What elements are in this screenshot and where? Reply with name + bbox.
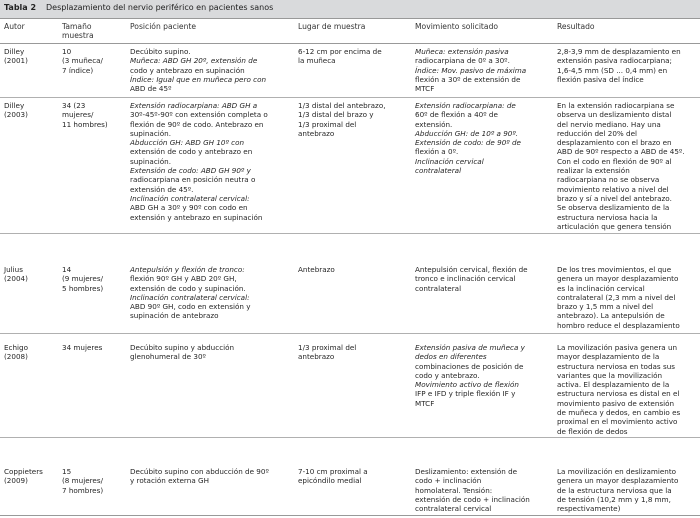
row4-lugar xyxy=(298,343,356,362)
row2-resultado-line: ABD de 90º respecto a ABD de 45º. xyxy=(557,147,685,157)
row3-resultado-line: De los tres movimientos, el que xyxy=(557,265,672,274)
row3-posicion-line: flexión 90º GH y ABD 20º GH, xyxy=(130,274,237,284)
row2-posicion-line: Extensión radiocarpiana: ABD GH a xyxy=(130,101,258,110)
row2-resultado-line: Con el codo en flexión de 90º al xyxy=(557,156,672,166)
row4-resultado-line: movimiento pasivo de extensión xyxy=(557,398,675,408)
row2-lugar xyxy=(298,101,386,138)
row2-resultado-line: realizar la extensión xyxy=(557,166,630,176)
row2-posicion-line: 30º-45º-90º con extensión completa o xyxy=(130,110,268,120)
row2-resultado-line: En la extensión radiocarpiana se xyxy=(557,101,675,110)
row2-movimiento-line: contralateral xyxy=(415,166,462,176)
row2-posicion-line: ABD GH a 30º y 90º con codo en xyxy=(130,203,248,213)
row1-tamano-line: (3 muñeca/ xyxy=(62,56,103,66)
row3-movimiento-line: Antepulsión cervical, flexión de xyxy=(415,265,528,274)
row2-movimiento-line: Abducción GH: de 10º a 90º. xyxy=(415,128,519,138)
row3-posicion-line: Antepulsión y flexión de tronco: xyxy=(130,265,245,274)
row1-lugar-line: 6-12 cm por encima de xyxy=(298,47,382,56)
header-posicion: Posición paciente xyxy=(130,22,197,31)
row3-lugar xyxy=(298,265,335,274)
header-tamano-line2: muestra xyxy=(62,31,94,40)
row5-tamano-line: (8 mujeres/ xyxy=(62,476,104,486)
row2-resultado xyxy=(557,101,685,231)
row1-resultado-line: 2,8-3,9 mm de desplazamiento en xyxy=(557,47,681,56)
row1-posicion-line: Índice: Igual que en muñeca pero con xyxy=(130,74,267,84)
row2-movimiento-line: flexión a 0º. xyxy=(415,147,459,157)
row2-resultado-line: estructura nerviosa hacia la xyxy=(557,212,658,222)
row2-movimiento-line: 60º de flexión a 40º de xyxy=(415,110,498,120)
row3-resultado-line: brazo y 1,5 mm a nivel del xyxy=(557,302,654,312)
row5-lugar xyxy=(298,467,368,486)
row4-resultado-line: activa. El desplazamiento de la xyxy=(557,380,670,390)
row2-posicion-line: radiocarpiana en posición neutra o xyxy=(130,175,256,185)
row5-resultado-line: de la estructura nerviosa que la xyxy=(557,485,672,495)
row1-autor-line: Dilley xyxy=(4,47,25,56)
row2-lugar-line: antebrazo xyxy=(298,128,335,138)
row2-resultado-line: articulación que genera tensión xyxy=(557,221,672,231)
row2-tamano-line: mujeres/ xyxy=(62,110,94,120)
row1-resultado-line: extensión pasiva radiocarpiana; xyxy=(557,56,672,66)
row1-resultado xyxy=(557,47,681,84)
row1-tamano-line: 10 xyxy=(62,47,72,56)
header-movimiento: Movimiento solicitado xyxy=(415,22,499,31)
row5-lugar-line: epicóndilo medial xyxy=(298,476,362,486)
row3-autor-line: (2004) xyxy=(4,274,28,284)
row2-resultado-line: Se observa deslizamiento de la xyxy=(557,203,670,213)
row4-posicion-line: Decúbito supino y abducción xyxy=(130,343,235,352)
row3-posicion-line: supinación de antebrazo xyxy=(130,311,219,321)
row2-posicion xyxy=(130,101,268,222)
row4-resultado-line: proximal en el movimiento activo xyxy=(557,417,678,427)
row5-movimiento xyxy=(415,467,530,513)
row2-posicion-line: extensión de codo y antebrazo en xyxy=(130,147,253,157)
header-tamano-line1: Tamaño xyxy=(62,22,92,31)
row3-movimiento xyxy=(415,265,528,293)
row1-movimiento-line: Muñeca: extensión pasiva xyxy=(415,47,509,56)
row2-resultado-line: reducción del 20% del xyxy=(557,128,637,138)
row4-resultado-line: variantes que la movilización xyxy=(557,370,663,380)
row1-posicion-line: codo y antebrazo en supinación xyxy=(130,65,245,75)
row1-movimiento-line: radiocarpiana de 0º a 30º. xyxy=(415,56,510,66)
row5-lugar-line: 7-10 cm proximal a xyxy=(298,467,368,476)
row3-posicion-line: extensión de codo y supinación. xyxy=(130,283,246,293)
row2-resultado-line: del nervio mediano. Hay una xyxy=(557,119,661,129)
row2-autor-line: (2003) xyxy=(4,110,28,120)
row4-movimiento-line: combinaciones de posición de xyxy=(415,361,524,371)
row4-autor xyxy=(4,343,28,362)
row2-movimiento-line: Extensión de codo: de 90º de xyxy=(415,138,521,148)
header-resultado: Resultado xyxy=(557,22,595,31)
row4-tamano xyxy=(62,343,102,352)
row3-movimiento-line: tronco e inclinación cervical xyxy=(415,274,516,284)
row5-resultado-line: respectivamente) xyxy=(557,504,621,514)
row3-resultado-line: hombro reduce el desplazamiento xyxy=(557,320,680,330)
row2-resultado-line: brazo y sí a nivel del antebrazo. xyxy=(557,193,672,203)
row2-movimiento xyxy=(415,101,521,175)
row4-movimiento-line: codo y antebrazo. xyxy=(415,370,480,380)
row1-resultado-line: 1,6-4,5 mm (SD ... 0,4 mm) en xyxy=(557,65,668,75)
row2-posicion-line: flexión de 90º de codo. Antebrazo en xyxy=(130,119,264,129)
row4-resultado-line: de flexión de dedos xyxy=(557,426,628,436)
row5-autor xyxy=(4,467,43,486)
row3-posicion-line: ABD 90º GH, codo en extensión y xyxy=(130,302,251,312)
row5-resultado xyxy=(557,467,678,513)
row3-tamano-line: 14 xyxy=(62,265,72,274)
row2-autor-line: Dilley xyxy=(4,101,25,110)
row2-posicion-line: extensión de 45º. xyxy=(130,184,194,194)
row2-tamano xyxy=(62,101,108,129)
row4-lugar-line: 1/3 proximal del xyxy=(298,343,357,352)
row4-resultado xyxy=(557,343,680,436)
row3-autor xyxy=(4,265,28,284)
row4-movimiento-line: Extensión pasiva de muñeca y xyxy=(415,343,525,352)
row4-movimiento-line: IFP e IFD y triple flexión IF y xyxy=(415,389,516,399)
row5-tamano-line: 7 hombres) xyxy=(62,485,104,495)
row1-autor xyxy=(4,47,28,66)
row4-autor-line: Echigo xyxy=(4,343,29,352)
row-divider xyxy=(0,97,700,98)
row5-posicion-line: Decúbito supino con abducción de 90º xyxy=(130,467,269,476)
row4-autor-line: (2008) xyxy=(4,352,28,362)
row2-posicion-line: supinación. xyxy=(130,156,172,166)
row4-movimiento xyxy=(415,343,525,408)
row4-posicion-line: glenohumeral de 30º xyxy=(130,352,206,362)
row4-resultado-line: mayor desplazamiento de la xyxy=(557,352,660,362)
row1-movimiento-line: flexión a 30º de extensión de xyxy=(415,74,521,84)
row4-lugar-line: antebrazo xyxy=(298,352,335,362)
row5-posicion-line: y rotación externa GH xyxy=(130,476,209,486)
row2-posicion-line: extensión y antebrazo en supinación xyxy=(130,212,263,222)
row1-posicion-line: Muñeca: ABD GH 20º, extensión de xyxy=(130,56,258,66)
row3-lugar-line: Antebrazo xyxy=(298,265,335,274)
row2-autor xyxy=(4,101,28,120)
row2-movimiento-line: Extensión radiocarpiana: de xyxy=(415,101,516,110)
row3-autor-line: Julius xyxy=(4,265,23,274)
row3-tamano-line: (9 mujeres/ xyxy=(62,274,104,284)
row2-posicion-line: Extensión de codo: ABD GH 90º y xyxy=(130,166,251,176)
row1-lugar xyxy=(298,47,382,66)
row2-resultado-line: desplazamiento con el brazo en xyxy=(557,138,672,148)
row5-movimiento-line: homolateral. Tensión: xyxy=(415,485,493,495)
row2-lugar-line: 1/3 distal del brazo y xyxy=(298,110,374,120)
row2-posicion-line: Inclinación contralateral cervical: xyxy=(130,193,250,203)
row1-tamano xyxy=(62,47,103,75)
row4-movimiento-line: MTCF xyxy=(415,398,435,408)
row3-resultado-line: es la inclinación cervical xyxy=(557,283,645,293)
row5-movimiento-line: extensión de codo + inclinación xyxy=(415,494,530,504)
row4-tamano-line: 34 mujeres xyxy=(62,343,103,352)
row4-movimiento-line: dedos en diferentes xyxy=(415,352,487,362)
row2-resultado-line: observa un deslizamiento distal xyxy=(557,110,672,120)
row3-resultado-line: contralateral (2,3 mm a nivel del xyxy=(557,292,676,302)
row2-lugar-line: 1/3 proximal del xyxy=(298,119,357,129)
header-row xyxy=(0,19,700,44)
row5-movimiento-line: Deslizamiento: extensión de xyxy=(415,467,518,476)
row2-movimiento-line: Inclinación cervical xyxy=(415,156,484,166)
row1-autor-line: (2001) xyxy=(4,56,28,66)
row1-movimiento xyxy=(415,47,526,93)
row5-movimiento-line: codo + inclinación xyxy=(415,476,482,486)
row3-resultado-line: antebrazo). La antepulsión de xyxy=(557,311,665,321)
row2-posicion-line: Abducción GH: ABD GH 10º con xyxy=(130,138,245,148)
row3-tamano xyxy=(62,265,103,293)
row4-resultado-line: de muñeca y dedos, en cambio es xyxy=(557,408,681,418)
row2-posicion-line: supinación. xyxy=(130,128,172,138)
row2-lugar-line: 1/3 distal del antebrazo, xyxy=(298,101,386,110)
row3-posicion-line: Inclinación contralateral cervical: xyxy=(130,292,250,302)
row5-tamano xyxy=(62,467,103,495)
row4-resultado-line: estructura nerviosa en todas sus xyxy=(557,361,675,371)
row1-movimiento-line: MTCF xyxy=(415,84,435,94)
row5-resultado-line: genera un mayor desplazamiento xyxy=(557,476,679,486)
table-bottom-rule xyxy=(0,515,700,516)
table-title: Desplazamiento del nervio periférico en pacientes sanos xyxy=(46,3,274,12)
row1-posicion-line: Decúbito supino. xyxy=(130,47,191,56)
row4-resultado-line: estructura nerviosa es distal en el xyxy=(557,389,680,399)
row3-resultado-line: genera un mayor desplazamiento xyxy=(557,274,679,284)
row2-tamano-line: 11 hombres) xyxy=(62,119,108,129)
row1-resultado-line: flexión pasiva del índice xyxy=(557,74,644,84)
row5-resultado-line: La movilización en deslizamiento xyxy=(557,467,677,476)
header-lugar: Lugar de muestra xyxy=(298,22,366,31)
row2-resultado-line: radiocarpiana no se observa xyxy=(557,175,660,185)
row4-movimiento-line: Movimiento activo de flexión xyxy=(415,380,519,390)
row4-resultado-line: La movilización pasiva genera un xyxy=(557,343,678,352)
row-divider xyxy=(0,437,700,438)
header-autor: Autor xyxy=(4,22,25,31)
row3-resultado xyxy=(557,265,680,330)
row1-tamano-line: 7 índice) xyxy=(62,65,94,75)
row5-autor-line: Coppieters xyxy=(4,467,43,476)
row5-autor-line: (2009) xyxy=(4,476,28,486)
row-divider xyxy=(0,233,700,234)
header-tamano xyxy=(62,22,94,40)
row3-tamano-line: 5 hombres) xyxy=(62,283,104,293)
row5-tamano-line: 15 xyxy=(62,467,72,476)
table-title-bar xyxy=(0,0,700,19)
row5-posicion xyxy=(130,467,269,486)
row2-resultado-line: movimiento relativo a nivel del xyxy=(557,184,669,194)
row1-lugar-line: la muñeca xyxy=(298,56,336,66)
table-label: Tabla 2 xyxy=(4,3,37,12)
row1-movimiento-line: Índice: Mov. pasivo de máxima xyxy=(415,65,527,75)
row-divider xyxy=(0,333,700,334)
row2-tamano-line: 34 (23 xyxy=(62,101,86,110)
row3-posicion xyxy=(130,265,250,321)
row1-posicion-line: ABD de 45º xyxy=(130,84,172,94)
row2-movimiento-line: extensión. xyxy=(415,119,453,129)
row4-posicion xyxy=(130,343,234,362)
row5-resultado-line: de tensión (10,2 mm y 1,8 mm, xyxy=(557,494,671,504)
row3-movimiento-line: contralateral xyxy=(415,283,462,293)
row1-posicion xyxy=(130,47,266,93)
row5-movimiento-line: contralateral cervical xyxy=(415,504,492,514)
